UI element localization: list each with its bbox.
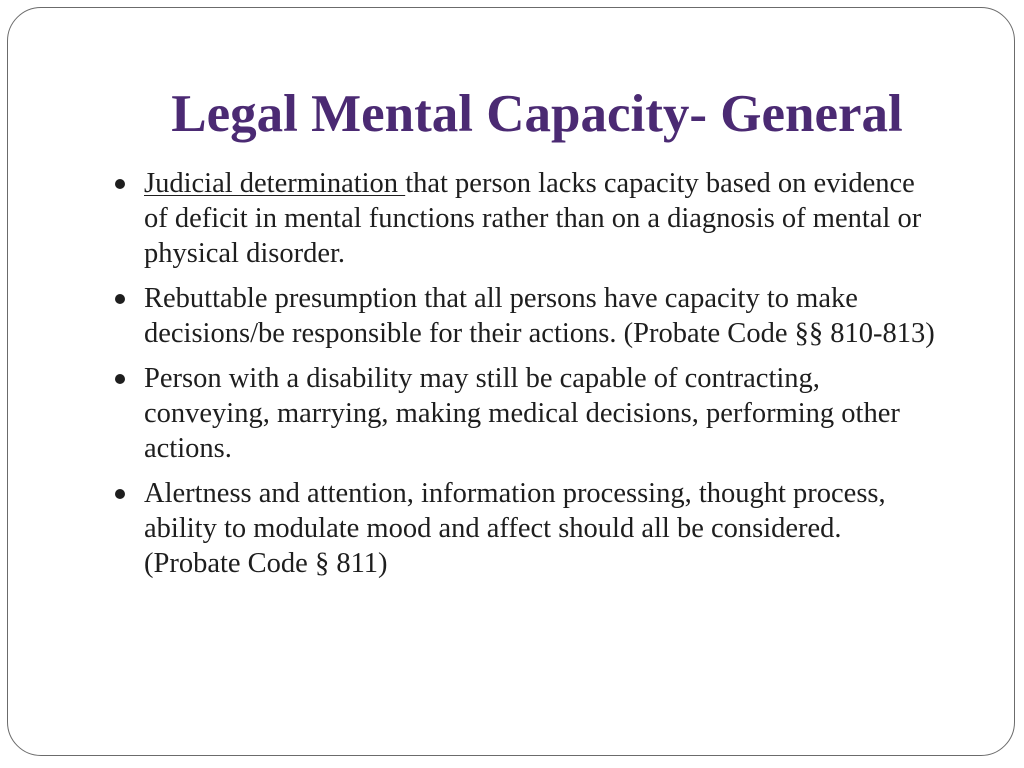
bullet-item-alertness-attention bbox=[112, 476, 942, 581]
bullet-underlined-term: Judicial determination bbox=[144, 168, 406, 199]
slide-title: Legal Mental Capacity- General bbox=[171, 85, 903, 143]
bullet-item-judicial-determination bbox=[112, 166, 942, 271]
bullet-icon bbox=[115, 374, 125, 384]
bullet-icon bbox=[115, 179, 125, 189]
bullet-text: Rebuttable presumption that all persons have capacity to make decisions/be responsible for their actions. (Probate Code §§ 810-813) bbox=[144, 283, 935, 349]
bullet-text: Person with a disability may still be capable of contracting, conveying, marrying, making medical decisions, performing other actions. bbox=[144, 363, 900, 464]
bullet-text: Alertness and attention, information processing, thought process, ability to modulate mood and affect should all be considered. (Probate Code § 811) bbox=[144, 478, 886, 579]
bullet-item-person-with-disability bbox=[112, 361, 942, 466]
bullet-icon bbox=[115, 489, 125, 499]
bullet-text: that person lacks capacity based on evidence of deficit in mental functions rather than on a diagnosis of mental or physical disorder. bbox=[144, 168, 922, 269]
bullet-item-rebuttable-presumption bbox=[112, 281, 942, 351]
bullet-icon bbox=[115, 294, 125, 304]
bullet-list bbox=[112, 166, 942, 591]
